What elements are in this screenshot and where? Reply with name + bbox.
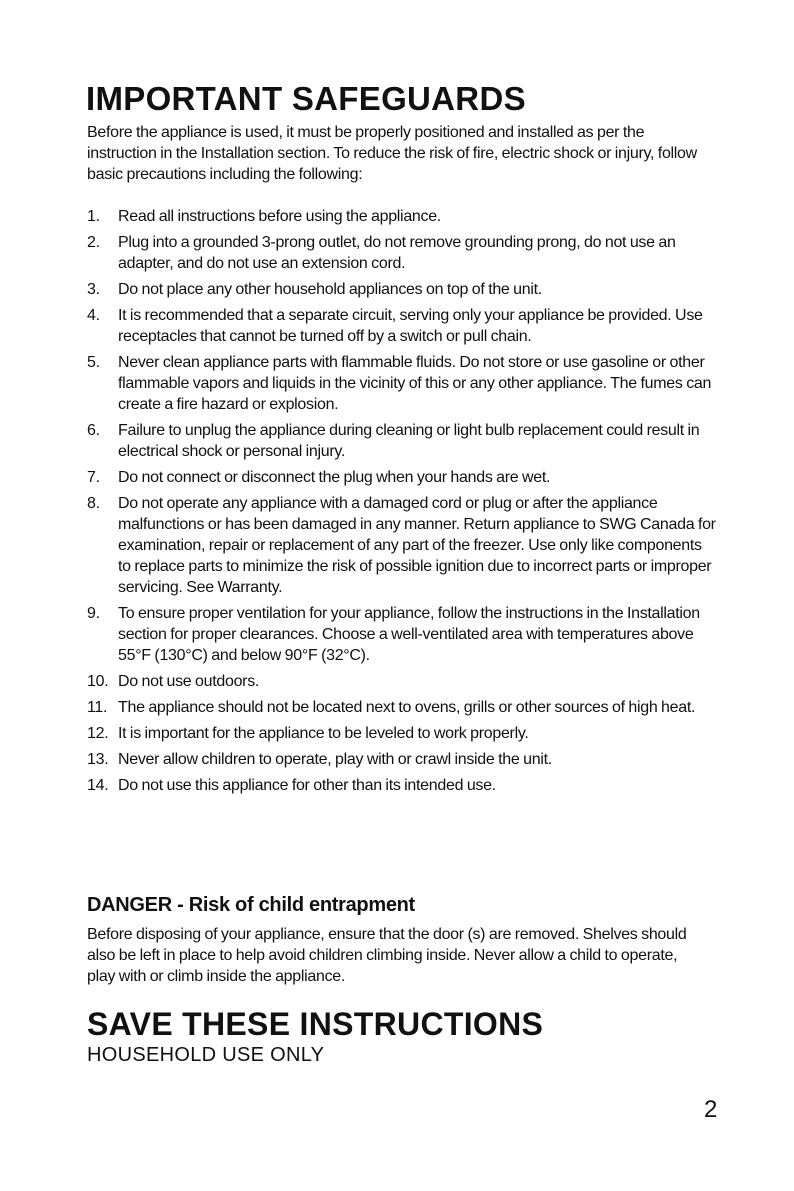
list-item <box>87 723 717 744</box>
list-item-text: It is important for the appliance to be leveled to work properly. <box>118 725 529 742</box>
danger-heading: DANGER - Risk of child entrapment <box>87 894 415 916</box>
list-item <box>87 697 717 718</box>
list-item-text: Do not use outdoors. <box>118 673 260 690</box>
list-item-number: 1. <box>87 208 100 225</box>
page-title: IMPORTANT SAFEGUARDS <box>86 80 526 117</box>
list-item-text: Do not connect or disconnect the plug when your hands are wet. <box>118 469 551 486</box>
list-item <box>87 279 717 300</box>
list-item <box>87 420 717 462</box>
list-item <box>87 493 717 598</box>
list-item-text: The appliance should not be located next to ovens, grills or other sources of high heat. <box>118 699 696 716</box>
list-item-text: Failure to unplug the appliance during cleaning or light bulb replacement could result in electrical shock or personal injury. <box>118 422 700 460</box>
list-item <box>87 305 717 347</box>
household-use-note: HOUSEHOLD USE ONLY <box>87 1044 325 1066</box>
list-item-text: To ensure proper ventilation for your appliance, follow the instructions in the Installation section for proper clearances. Choose a well-ventilated area with temperatures above 55°F (130°C) and below 90°F (32°C). <box>118 605 700 664</box>
list-item-number: 12. <box>87 725 109 742</box>
list-item-text: Do not place any other household appliances on top of the unit. <box>118 281 542 298</box>
list-item-number: 10. <box>87 673 109 690</box>
list-item <box>87 603 717 666</box>
intro-paragraph: Before the appliance is used, it must be properly positioned and installed as per the instruction in the Installation section. To reduce the risk of fire, electric shock or injury, follow basic precautions including the following: <box>87 124 697 183</box>
danger-paragraph: Before disposing of your appliance, ensure that the door (s) are removed. Shelves should also be left in place to help avoid children climbing inside. Never allow a child to operate, play with or climb inside the appliance. <box>87 926 687 985</box>
list-item-number: 5. <box>87 354 100 371</box>
list-item-number: 6. <box>87 422 100 439</box>
safeguards-list <box>87 206 717 801</box>
list-item-number: 14. <box>87 777 109 794</box>
list-item-number: 4. <box>87 307 100 324</box>
list-item-text: Do not use this appliance for other than its intended use. <box>118 777 496 794</box>
list-item <box>87 749 717 770</box>
list-item-number: 8. <box>87 495 100 512</box>
list-item-text: Never allow children to operate, play with or crawl inside the unit. <box>118 751 552 768</box>
list-item-number: 7. <box>87 469 100 486</box>
list-item <box>87 206 717 227</box>
list-item-number: 9. <box>87 605 100 622</box>
list-item-number: 11. <box>87 699 108 716</box>
list-item-number: 13. <box>87 751 109 768</box>
list-item-number: 3. <box>87 281 100 298</box>
list-item <box>87 671 717 692</box>
page-number: 2 <box>704 1096 718 1123</box>
list-item-text: Never clean appliance parts with flammable fluids. Do not store or use gasoline or other flammable vapors and liquids in the vicinity of this or any other appliance. The fumes can create a fire hazard or explosion. <box>118 354 712 413</box>
list-item <box>87 467 717 488</box>
save-instructions-heading: SAVE THESE INSTRUCTIONS <box>87 1006 544 1042</box>
list-item <box>87 232 717 274</box>
list-item-text: Read all instructions before using the appliance. <box>118 208 441 225</box>
list-item-text: Do not operate any appliance with a damaged cord or plug or after the appliance malfunctions or has been damaged in any manner. Return appliance to SWG Canada for examination, repair or replacement of any part of the freezer. Use only like components to replace parts to minimize the risk of possible ignition due to incorrect parts or improper servicing. See Warranty. <box>118 495 716 596</box>
list-item-number: 2. <box>87 234 100 251</box>
list-item-text: It is recommended that a separate circuit, serving only your appliance be provided. Use receptacles that cannot be turned off by a switch or pull chain. <box>118 307 703 345</box>
list-item-text: Plug into a grounded 3-prong outlet, do not remove grounding prong, do not use an adapter, and do not use an extension cord. <box>118 234 676 272</box>
list-item <box>87 352 717 415</box>
list-item <box>87 775 717 796</box>
